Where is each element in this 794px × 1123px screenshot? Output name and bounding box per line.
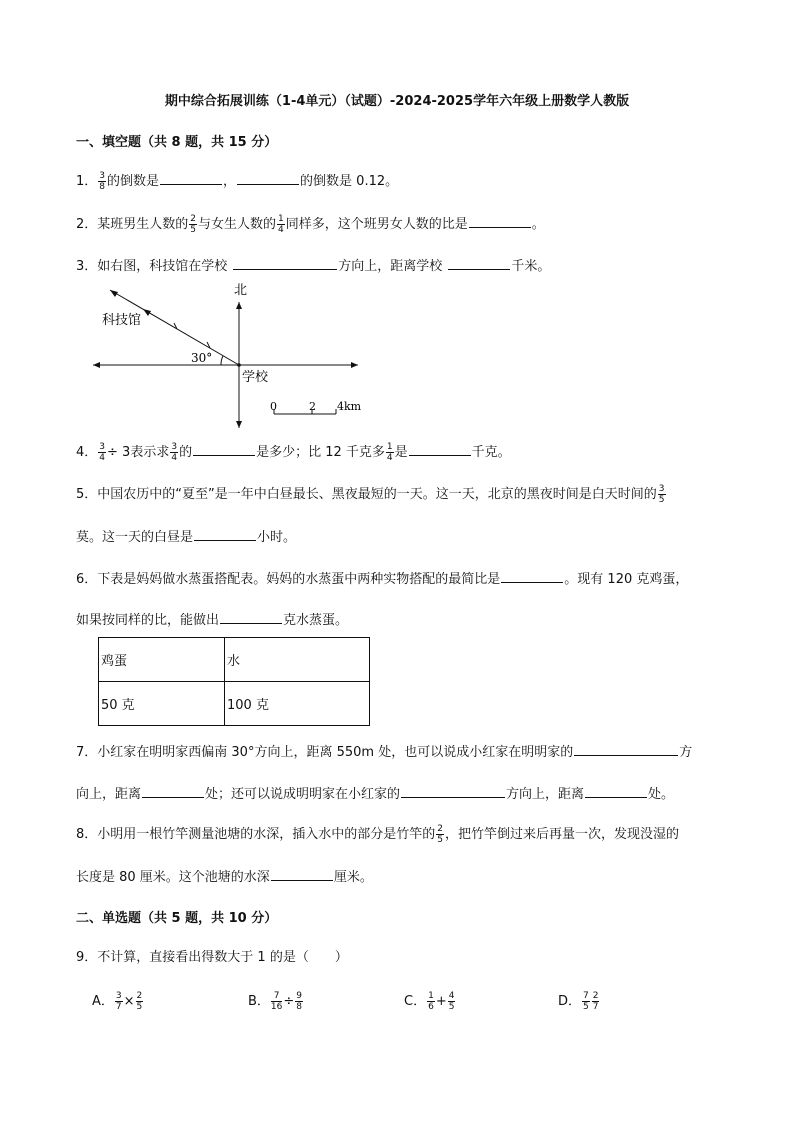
text: 处。 bbox=[648, 787, 675, 802]
answer-blank[interactable] bbox=[501, 568, 563, 583]
table-cell-egg: 50 克 bbox=[99, 682, 225, 726]
text: 莫。这一天的白昼是 bbox=[76, 530, 194, 545]
fraction: $\frac{1}{4}$ bbox=[278, 214, 284, 235]
angle-label: 30° bbox=[191, 351, 213, 365]
recipe-table bbox=[98, 637, 370, 726]
text: 如右图，科技馆在学校 bbox=[97, 259, 228, 274]
north-label: 北 bbox=[234, 283, 248, 298]
question-1 bbox=[76, 170, 398, 192]
answer-blank[interactable] bbox=[160, 170, 222, 185]
text: 的 bbox=[179, 445, 193, 460]
text: 小红家在明明家西偏南 30°方向上，距离 550m 处，也可以说成小红家在明明家的 bbox=[97, 745, 574, 760]
text: 小明用一根竹竿测量池塘的水深，插入水中的部分是竹竿的 bbox=[97, 827, 436, 842]
fraction: $\frac{2}{5}$ bbox=[190, 214, 197, 235]
text: 方向上，距离学校 bbox=[338, 259, 443, 274]
answer-blank[interactable] bbox=[271, 866, 333, 881]
fraction: $\frac{9}{8}$ bbox=[296, 991, 303, 1012]
text: 方 bbox=[679, 745, 693, 760]
fraction: $\frac{3}{4}$ bbox=[171, 442, 178, 463]
text: 如果按同样的比，能做出 bbox=[76, 613, 220, 628]
scale-label-2: 2 bbox=[309, 400, 316, 413]
question-number: 6． bbox=[76, 572, 98, 587]
question-number: 8． bbox=[76, 827, 98, 842]
fraction: $\frac{4}{5}$ bbox=[448, 991, 455, 1012]
text: 。 bbox=[531, 217, 545, 232]
question-9 bbox=[76, 948, 348, 968]
text: 的倒数是 0.12。 bbox=[300, 174, 399, 189]
table-header-egg: 鸡蛋 bbox=[99, 638, 225, 682]
question-number: 7． bbox=[76, 745, 98, 760]
answer-blank[interactable] bbox=[574, 741, 678, 756]
text: 千米。 bbox=[511, 259, 551, 274]
question-3 bbox=[76, 255, 550, 277]
text: 处；还可以说成明明家在小红家的 bbox=[205, 787, 401, 802]
question-7 bbox=[76, 741, 692, 763]
fraction: $\frac{7}{5}$ bbox=[583, 991, 589, 1012]
museum-arrow bbox=[110, 290, 118, 297]
scale-label-0: 0 bbox=[270, 400, 277, 413]
answer-blank[interactable] bbox=[448, 255, 510, 270]
option-c[interactable] bbox=[404, 990, 456, 1012]
table-cell-water: 100 克 bbox=[225, 682, 370, 726]
question-7-cont bbox=[76, 783, 674, 805]
question-6-cont bbox=[76, 609, 348, 631]
text: ÷ 3 bbox=[107, 445, 131, 460]
option-label: B． bbox=[248, 994, 270, 1009]
text: 与女生人数的 bbox=[198, 217, 277, 232]
table-row bbox=[99, 682, 370, 726]
answer-blank[interactable] bbox=[585, 783, 647, 798]
fraction: $\frac{2}{5}$ bbox=[136, 991, 143, 1012]
question-5-cont bbox=[76, 526, 296, 548]
table-header-water: 水 bbox=[225, 638, 370, 682]
fraction: $\frac{1}{6}$ bbox=[428, 991, 434, 1012]
text: 克水蒸蛋。 bbox=[283, 613, 349, 628]
operator: × bbox=[123, 994, 135, 1009]
fraction: $\frac{3}{4}$ bbox=[99, 442, 106, 463]
text: 小时。 bbox=[257, 530, 297, 545]
option-a[interactable] bbox=[92, 990, 144, 1012]
west-arrow bbox=[93, 362, 100, 368]
text: 方向上，距离 bbox=[506, 787, 585, 802]
angle-arc bbox=[221, 356, 223, 365]
text: 。现有 120 克鸡蛋， bbox=[564, 572, 689, 587]
fraction: $\frac{2}{5}$ bbox=[437, 824, 444, 845]
question-number: 9． bbox=[76, 950, 98, 965]
fraction: $\frac{3}{7}$ bbox=[115, 991, 122, 1012]
scale-label-4km: 4km bbox=[337, 400, 362, 413]
text: 某班男生人数的 bbox=[97, 217, 189, 232]
table-header-row bbox=[99, 638, 370, 682]
operator: + bbox=[435, 994, 447, 1009]
text: 千克。 bbox=[471, 445, 511, 460]
text: ， bbox=[223, 174, 237, 189]
operator: ÷ bbox=[283, 994, 295, 1009]
answer-blank[interactable] bbox=[142, 783, 204, 798]
answer-blank[interactable] bbox=[469, 213, 531, 228]
question-number: 3． bbox=[76, 259, 98, 274]
question-4 bbox=[76, 441, 511, 463]
north-arrow bbox=[236, 302, 242, 309]
fraction: $\frac{7}{16}$ bbox=[270, 991, 283, 1012]
option-d[interactable] bbox=[558, 990, 600, 1012]
school-point bbox=[237, 363, 241, 367]
answer-blank[interactable] bbox=[233, 255, 337, 270]
text: 长度是 80 厘米。这个池塘的水深 bbox=[76, 870, 270, 885]
question-8-cont bbox=[76, 866, 373, 888]
direction-diagram bbox=[88, 280, 388, 430]
option-label: C． bbox=[404, 994, 427, 1009]
question-number: 4． bbox=[76, 445, 98, 460]
section-heading-single-choice: 二、单选题（共 5 题，共 10 分） bbox=[76, 911, 278, 926]
option-b[interactable] bbox=[248, 990, 304, 1012]
question-number: 1． bbox=[76, 174, 98, 189]
text: 下表是妈妈做水蒸蛋搭配表。妈妈的水蒸蛋中两种实物搭配的最简比是 bbox=[97, 572, 501, 587]
question-5 bbox=[76, 484, 667, 505]
answer-blank[interactable] bbox=[237, 170, 299, 185]
text: 的倒数是 bbox=[107, 174, 160, 189]
text: 厘米。 bbox=[333, 870, 373, 885]
fraction: $\frac{2}{7}$ bbox=[592, 991, 599, 1012]
text: ，把竹竿倒过来后再量一次，发现没湿的 bbox=[445, 827, 680, 842]
text: 不计算，直接看出得数大于 1 的是（ ） bbox=[97, 950, 348, 965]
question-8 bbox=[76, 824, 679, 845]
page-title: 期中综合拓展训练（1-4单元）（试题）-2024-2025学年六年级上册数学人教版 bbox=[164, 94, 630, 109]
museum-label: 科技馆 bbox=[102, 313, 142, 328]
answer-blank[interactable] bbox=[194, 526, 256, 541]
text: 是多少；比 12 千克多 bbox=[256, 445, 385, 460]
question-6 bbox=[76, 568, 688, 590]
fraction: $\frac{1}{4}$ bbox=[386, 442, 393, 463]
question-number: 2． bbox=[76, 217, 98, 232]
text: 表示求 bbox=[130, 445, 170, 460]
museum-mid-arrow bbox=[143, 309, 151, 316]
text: 中国农历中的“夏至”是一年中白昼最长、黑夜最短的一天。这一天，北京的黑夜时间是白天时间的 bbox=[97, 487, 657, 502]
school-label: 学校 bbox=[242, 370, 269, 385]
section-heading-fill-in: 一、填空题（共 8 题，共 15 分） bbox=[76, 135, 278, 150]
fraction: $\frac{3}{5}$ bbox=[658, 484, 665, 505]
east-arrow bbox=[351, 362, 358, 368]
text: 是 bbox=[394, 445, 408, 460]
south-arrow bbox=[236, 421, 242, 428]
option-label: D． bbox=[558, 994, 582, 1009]
text: 同样多，这个班男女人数的比是 bbox=[285, 217, 468, 232]
answer-blank[interactable] bbox=[220, 609, 282, 624]
option-label: A． bbox=[92, 994, 114, 1009]
fraction: $\frac{3}{8}$ bbox=[99, 171, 106, 192]
question-2 bbox=[76, 213, 545, 235]
answer-blank[interactable] bbox=[409, 441, 471, 456]
text: 向上，距离 bbox=[76, 787, 142, 802]
answer-blank[interactable] bbox=[193, 441, 255, 456]
question-number: 5． bbox=[76, 487, 98, 502]
answer-blank[interactable] bbox=[401, 783, 505, 798]
